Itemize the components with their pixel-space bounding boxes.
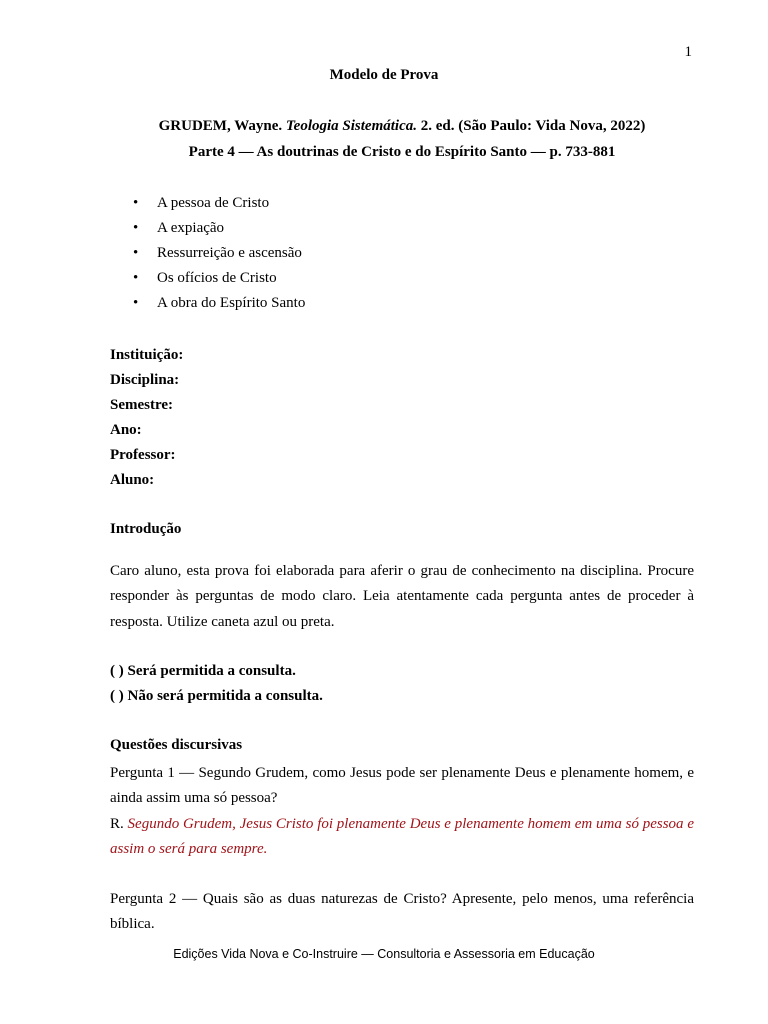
topic-item: • A pessoa de Cristo <box>110 193 305 218</box>
field-institution: Instituição: <box>110 347 184 363</box>
reference-part: Parte 4 — As doutrinas de Cristo e do Espírito Santo — p. 733-881 <box>188 144 616 160</box>
field-discipline: Disciplina: <box>110 372 180 388</box>
topic-item: • A expiação <box>110 218 305 243</box>
question-2-text: Pergunta 2 — Quais são as duas naturezas de Cristo? Apresente, pelo menos, uma referência bíblica. <box>110 891 694 933</box>
introduction-heading: Introdução <box>110 521 182 537</box>
answer-1-prefix: R. <box>110 815 128 832</box>
field-student: Aluno: <box>110 472 155 488</box>
question-1 <box>110 761 694 862</box>
page-number: 1 <box>684 44 692 60</box>
reference-line <box>18 118 768 135</box>
answer-1-text: Segundo Grudem, Jesus Cristo foi plenamente Deus e plenamente homem em uma só pessoa e assim o será para sempre. <box>110 815 694 857</box>
topic-list <box>110 193 305 318</box>
document-title: Modelo de Prova <box>329 67 439 83</box>
field-semester: Semestre: <box>110 397 174 413</box>
introduction-text: Caro aluno, esta prova foi elaborada para aferir o grau de conhecimento na disciplina. Procure responder às perguntas de modo claro. Leia atentamente cada pergunta antes de proceder à resposta. Utilize caneta azul ou preta. <box>110 563 694 630</box>
topic-item: • Os ofícios de Cristo <box>110 268 305 293</box>
reference-edition: 2. ed. (São Paulo: Vida Nova, 2022) <box>417 118 646 134</box>
topic-item: • Ressurreição e ascensão <box>110 243 305 268</box>
page-footer: Edições Vida Nova e Co-Instruire — Consultoria e Assessoria em Educação <box>173 947 595 961</box>
field-professor: Professor: <box>110 447 176 463</box>
questions-heading: Questões discursivas <box>110 737 243 753</box>
field-year: Ano: <box>110 422 142 438</box>
answer-1 <box>110 812 694 863</box>
reference-author: GRUDEM, Wayne. <box>158 118 286 134</box>
topic-item: • A obra do Espírito Santo <box>110 293 305 318</box>
consultation-options <box>110 661 694 711</box>
option-consultation-allowed: ( ) Será permitida a consulta. <box>110 663 296 679</box>
header-fields <box>110 345 183 495</box>
question-1-text: Pergunta 1 — Segundo Grudem, como Jesus pode ser plenamente Deus e plenamente homem, e ainda assim uma só pessoa? <box>110 765 694 807</box>
reference-work: Teologia Sistemática. <box>285 118 417 134</box>
option-consultation-not-allowed: ( ) Não será permitida a consulta. <box>110 688 323 704</box>
